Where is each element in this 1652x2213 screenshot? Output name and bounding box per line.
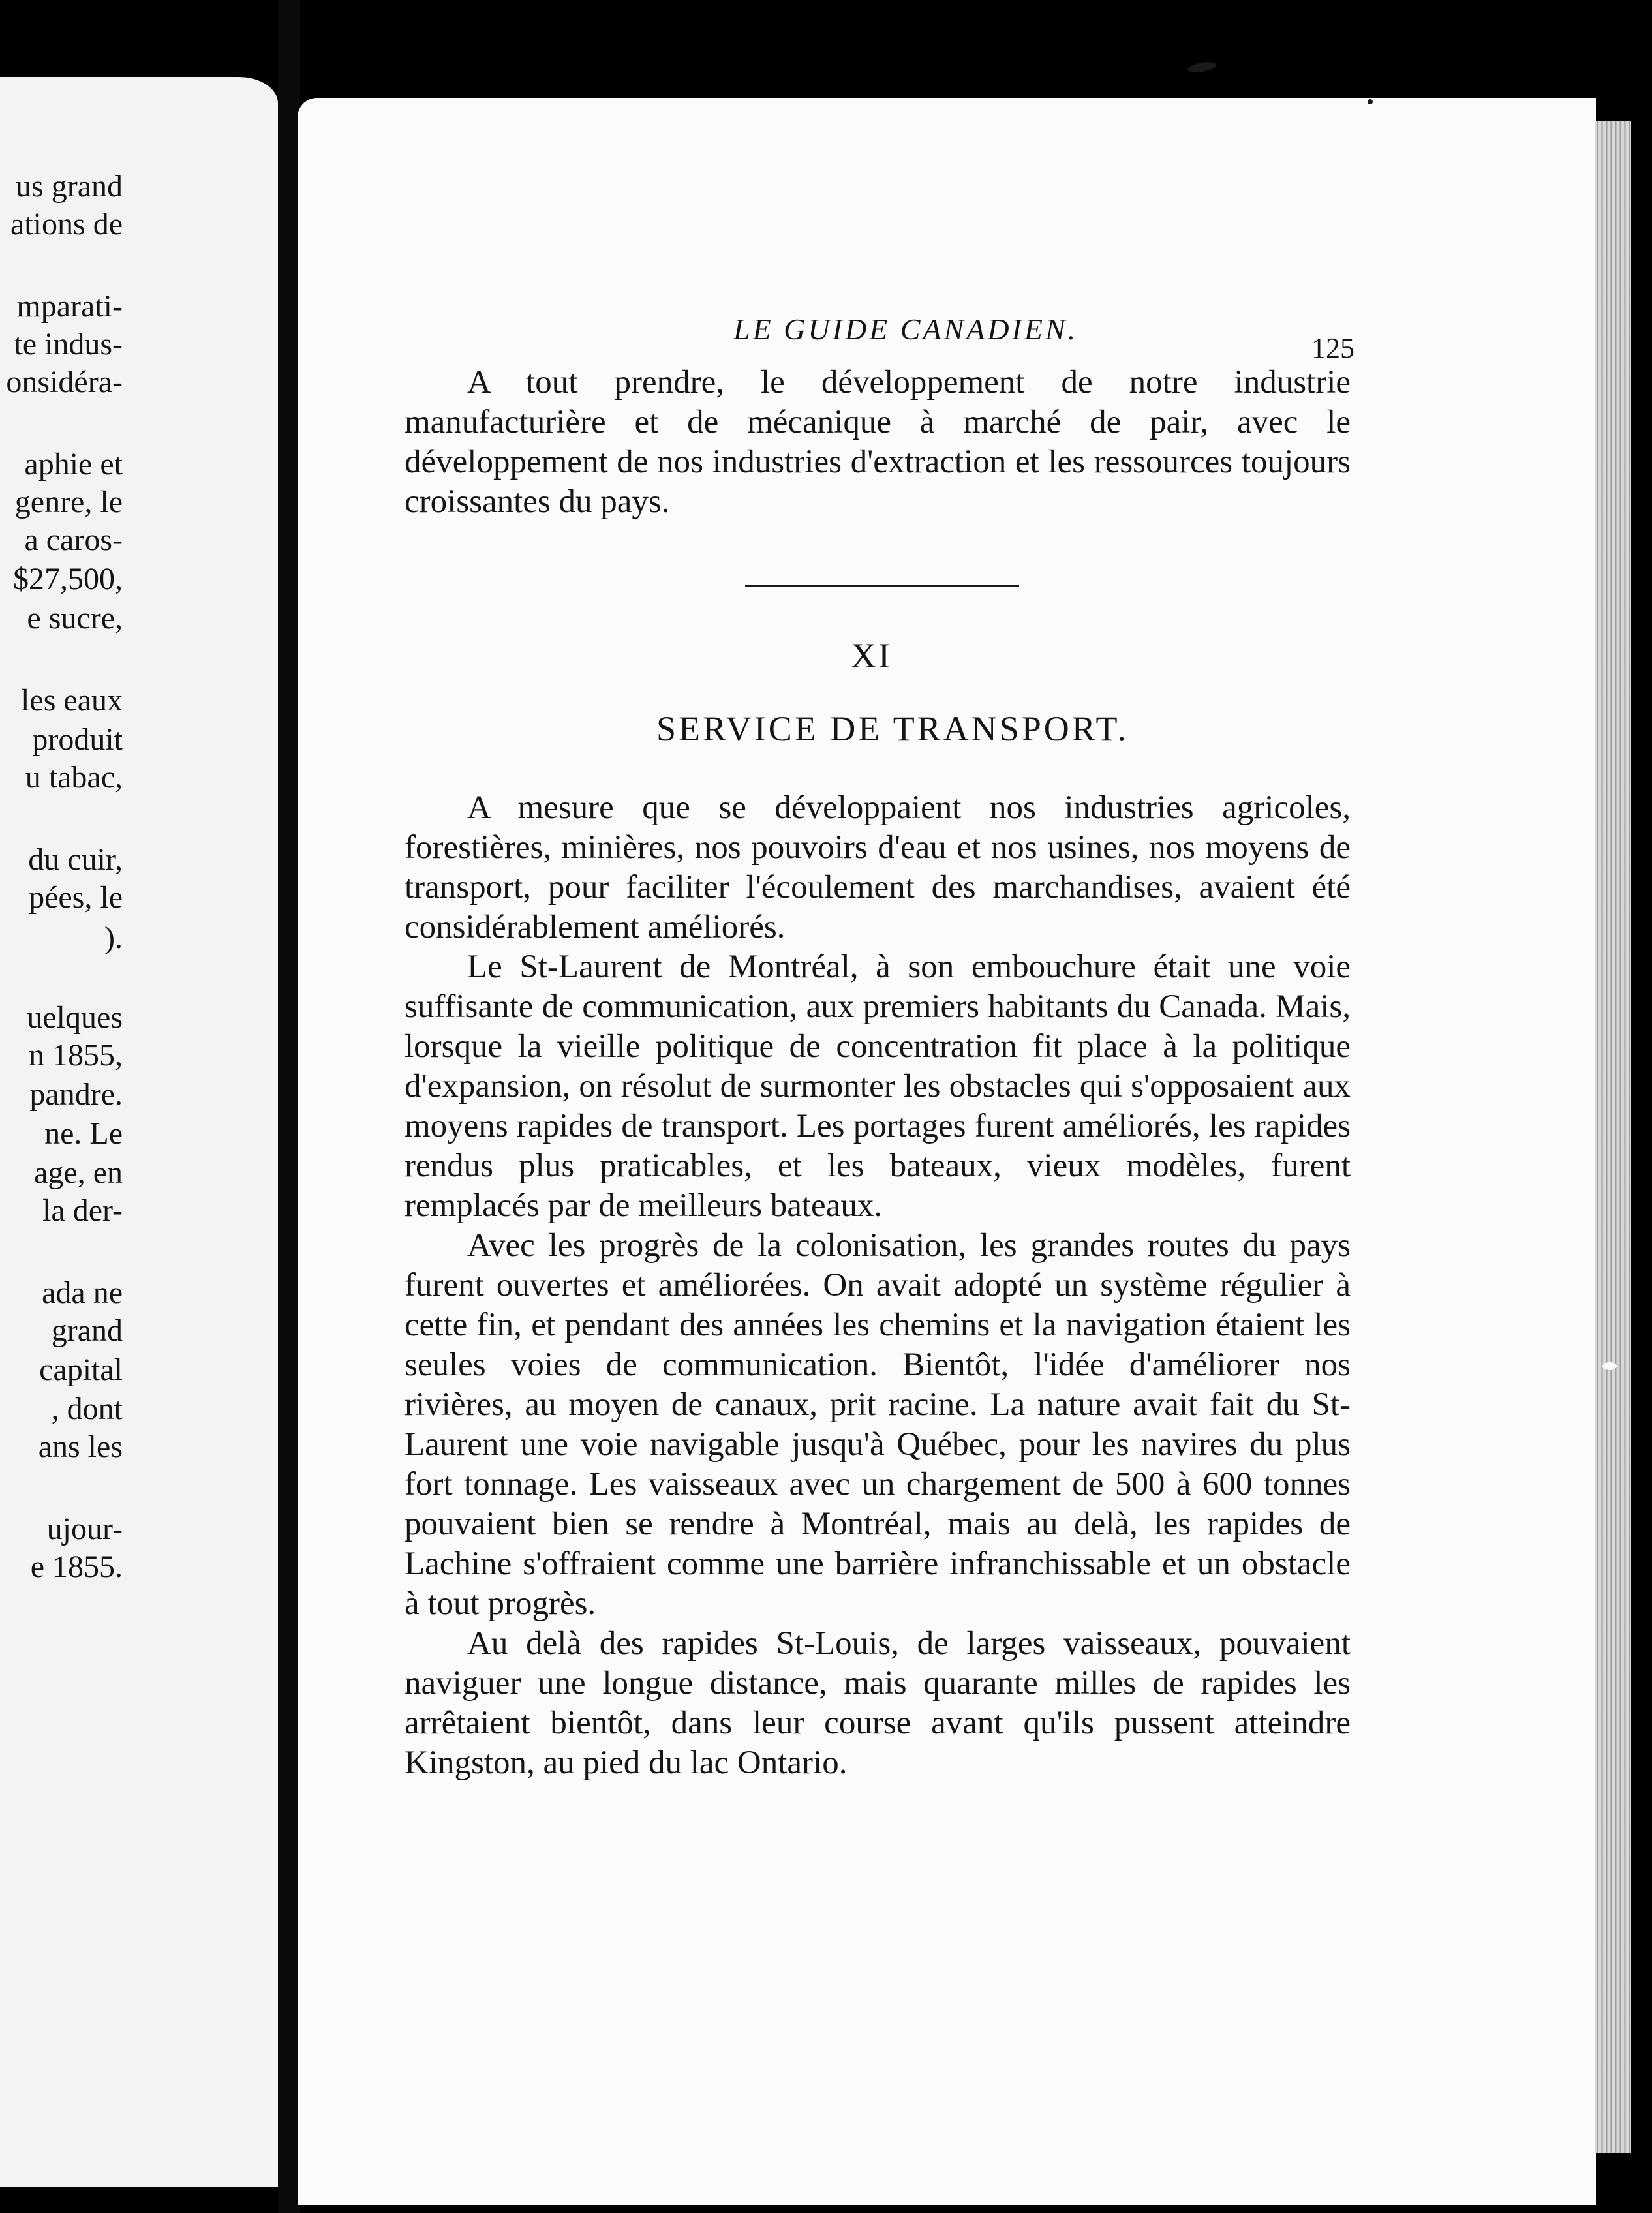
paragraph: A mesure que se développaient nos industries agricoles, forestières, minières, nos pouvoirs d'eau et nos usines, nos moyens de transport, pour faciliter l'écoulement des marchandises, avaient été considérablement améliorés.	[405, 789, 1351, 945]
paragraph: Au delà des rapides St-Louis, de larges vaisseaux, pouvaient naviguer une longue distance, mais quarante milles de rapides les arrêtaient bientôt, dans leur course avant qu'ils pussent atteindre Kingston, au pied du lac Ontario.	[405, 1625, 1351, 1781]
left-page-line: genre, le	[14, 485, 123, 519]
left-page-line: aphie et	[24, 447, 123, 481]
left-page-line: ujour-	[46, 1512, 123, 1546]
left-page-line: les eaux	[21, 683, 123, 718]
chapter-number: XI	[851, 636, 892, 675]
left-page-line: mparati-	[16, 289, 123, 324]
left-page-line: capital	[39, 1352, 123, 1387]
left-page-line: du cuir,	[28, 842, 123, 877]
chapter-title: SERVICE DE TRANSPORT.	[656, 709, 1129, 748]
intro-paragraph: A tout prendre, le développement de notre industrie manufacturière et de mécanique à marché de pair, avec le développement de nos industries d'extraction et les ressources toujours croissantes du pays.	[405, 364, 1351, 520]
running-head: LE GUIDE CANADIEN.	[733, 313, 1078, 346]
left-page-line: ations de	[10, 207, 123, 241]
paragraph: Le St-Laurent de Montréal, à son embouchure était une voie suffisante de communication, aux premiers habitants du Canada. Mais, lorsque la vieille politique de concentration fit place à la politique d'expansion, on résolut de surmonter les obstacles qui s'opposaient aux moyens rapides de transport. Les portages furent améliorés, les rapides rendus plus praticables, et les bateaux, vieux modèles, furent remplacés par de meilleurs bateaux.	[405, 949, 1351, 1224]
left-page-line: e 1855.	[30, 1549, 123, 1584]
scan-speck	[1368, 99, 1373, 104]
left-page	[0, 77, 278, 2187]
intro-block	[405, 363, 1351, 522]
left-page-line: ).	[104, 921, 123, 955]
left-page-line: ne. Le	[44, 1116, 123, 1151]
scan-speck	[1602, 1362, 1617, 1370]
left-page-line: $27,500,	[13, 562, 123, 596]
left-page-line: n 1855,	[29, 1038, 123, 1073]
left-page-line: te indus-	[14, 327, 123, 361]
left-page-line: la der-	[42, 1193, 123, 1228]
left-page-line: us grand	[16, 169, 123, 204]
book-gutter	[278, 0, 300, 2213]
scan-speck	[1187, 60, 1217, 74]
left-page-line: grand	[51, 1313, 123, 1348]
left-page-line: ans les	[38, 1429, 123, 1464]
page-number: 125	[1311, 332, 1354, 364]
left-page-line: produit	[32, 722, 123, 757]
left-page-line: uelques	[27, 1000, 123, 1035]
page-edges	[1595, 121, 1631, 2153]
left-page-line: , dont	[51, 1392, 123, 1426]
body-text	[405, 788, 1351, 1783]
paragraph: Avec les progrès de la colonisation, les grandes routes du pays furent ouvertes et améliorées. On avait adopté un système régulier à cette fin, et pendant des années les chemins et la navigation étaient les seules voies de communication. Bientôt, l'idée d'améliorer nos rivières, au moyen de canaux, prit racine. La nature avait fait du St-Laurent une voie navigable jusqu'à Québec, pour les navires du plus fort tonnage. Les vaisseaux avec un chargement de 500 à 600 tonnes pouvaient bien se rendre à Montréal, mais au delà, les rapides de Lachine s'offraient comme une barrière infranchissable et un obstacle à tout progrès.	[405, 1227, 1351, 1622]
left-page-line: pées, le	[29, 880, 123, 915]
left-page-line: pandre.	[29, 1077, 123, 1112]
left-page-line: ada ne	[42, 1275, 123, 1310]
left-page-line: a caros-	[24, 523, 123, 557]
left-page-line: u tabac,	[25, 760, 123, 795]
section-divider	[745, 585, 1019, 587]
left-page-line: age, en	[34, 1155, 123, 1190]
left-page-line: onsidéra-	[6, 365, 123, 399]
left-page-line: e sucre,	[27, 601, 123, 635]
